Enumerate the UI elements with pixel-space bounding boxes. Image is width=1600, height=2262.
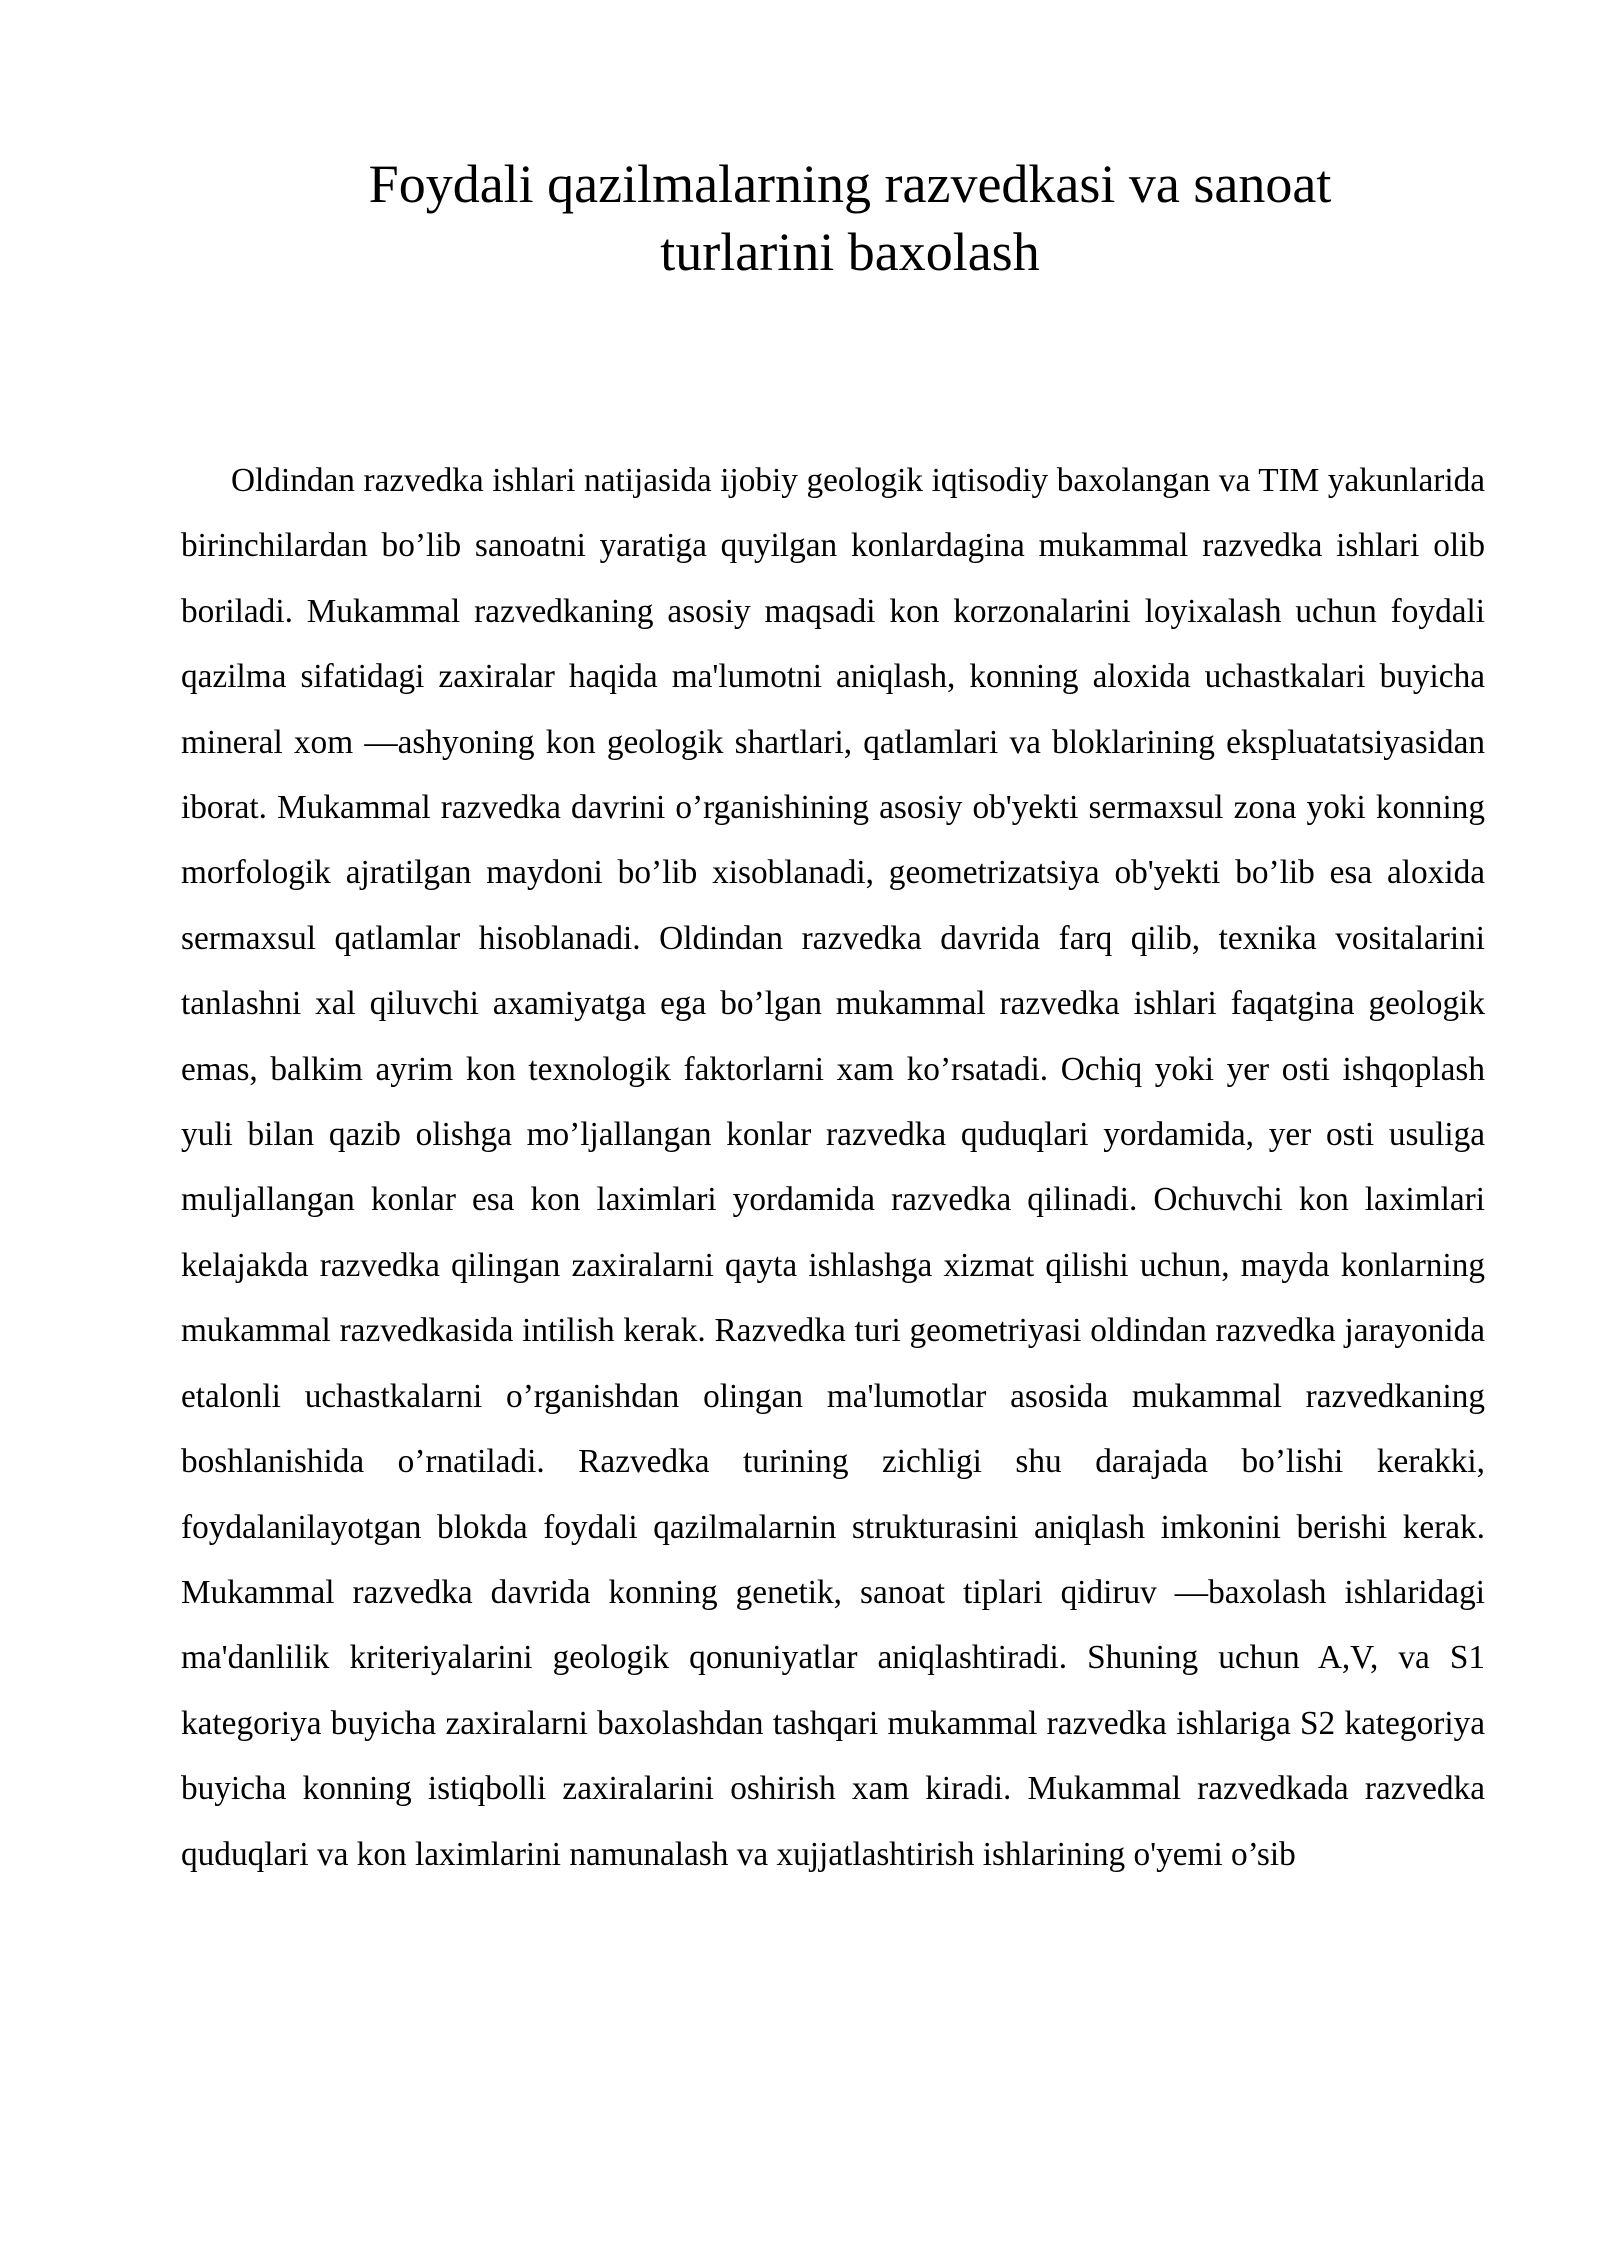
title-line-2: turlarini baxolash (660, 222, 1040, 282)
title-line-1: Foydali qazilmalarning razvedkasi va sanoat (368, 154, 1332, 214)
document-title (300, 150, 1400, 286)
body-paragraph: Oldindan razvedka ishlari natijasida ijobiy geologik iqtisodiy baxolangan va TIM yakunlarida birinchilardan bo’lib sanoatni yaratiga quyilgan konlardagina mukammal razvedka ishlari olib boriladi. Mukammal razvedkaning asosiy maqsadi kon korzonalarini loyixalash uchun foydali qazilma sifatidagi zaxiralar haqida ma'lumotni aniqlash, konning aloxida uchastkalari buyicha mineral xom —ashyoning kon geologik shartlari, qatlamlari va bloklarining ekspluatatsiyasidan iborat. Mukammal razvedka davrini o’rganishining asosiy ob'yekti sermaxsul zona yoki konning morfologik ajratilgan maydoni bo’lib xisoblanadi, geometrizatsiya ob'yekti bo’lib esa aloxida sermaxsul qatlamlar hisoblanadi. Oldindan razvedka davrida farq qilib, texnika vositalarini tanlashni xal qiluvchi axamiyatga ega bo’lgan mukammal razvedka ishlari faqatgina geologik emas, balkim ayrim kon texnologik faktorlarni xam ko’rsatadi. Ochiq yoki yer osti ishqoplash yuli bilan qazib olishga mo’ljallangan konlar razvedka quduqlari yordamida, yer osti usuliga muljallangan konlar esa kon laximlari yordamida razvedka qilinadi. Ochuvchi kon laximlari kelajakda razvedka qilingan zaxiralarni qayta ishlashga xizmat qilishi uchun, mayda konlarning mukammal razvedkasida intilish kerak. Razvedka turi geometriyasi oldindan razvedka jarayonida etalonli uchastkalarni o’rganishdan olingan ma'lumotlar asosida mukammal razvedkaning boshlanishida o’rnatiladi. Razvedka turining zichligi shu darajada bo’lishi kerakki, foydalanilayotgan blokda foydali qazilmalarnin strukturasini aniqlash imkonini berishi kerak. Mukammal razvedka davrida konning genetik, sanoat tiplari qidiruv —baxolash ishlaridagi ma'danlilik kriteriyalarini geologik qonuniyatlar aniqlashtiradi. Shuning uchun A,V, va S1 kategoriya buyicha zaxiralarni baxolashdan tashqari mukammal razvedka ishlariga S2 kategoriya buyicha konning istiqbolli zaxiralarini oshirish xam kiradi. Mukammal razvedkada razvedka quduqlari va kon laximlarini namunalash va xujjatlashtirish ishlarining o'yemi o’sib (181, 462, 1485, 1873)
